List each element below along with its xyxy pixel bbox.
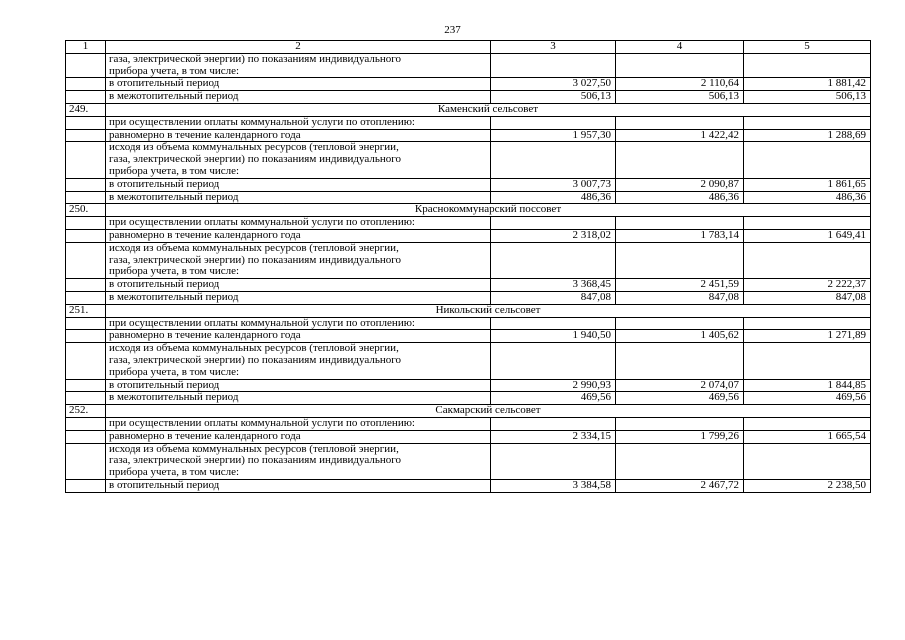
row-number-cell xyxy=(66,242,106,278)
value-cell: 1 405,62 xyxy=(616,330,744,343)
row-label: при осуществлении оплаты коммунальной услуги по отоплению: xyxy=(106,116,491,129)
row-label-line: прибора учета, в том числе: xyxy=(109,365,240,378)
value-cell: 847,08 xyxy=(491,291,616,304)
value-cell: 1 783,14 xyxy=(616,229,744,242)
row-label-line: газа, электрической энергии) по показаниям индивидуального xyxy=(109,353,401,366)
value-cell: 506,13 xyxy=(616,91,744,104)
value-cell: 1 844,85 xyxy=(744,379,871,392)
value-cell xyxy=(744,242,871,278)
row-label: в отопительный период xyxy=(106,78,491,91)
value-cell: 2 074,07 xyxy=(616,379,744,392)
value-cell: 2 467,72 xyxy=(616,479,744,492)
row-label-line: исходя из объема коммунальных ресурсов (тепловой энергии, xyxy=(109,342,399,355)
row-label-multiline xyxy=(106,142,491,178)
row-label: при осуществлении оплаты коммунальной услуги по отоплению: xyxy=(106,317,491,330)
table-row xyxy=(66,479,871,492)
row-number-cell xyxy=(66,78,106,91)
row-number-cell xyxy=(66,142,106,178)
value-cell: 1 881,42 xyxy=(744,78,871,91)
section-title: Каменский сельсовет xyxy=(106,103,871,116)
value-cell xyxy=(616,317,744,330)
table-row xyxy=(66,129,871,142)
table-row xyxy=(66,78,871,91)
row-number-cell xyxy=(66,178,106,191)
column-number: 5 xyxy=(744,41,871,54)
value-cell xyxy=(616,53,744,78)
row-label-line: газа, электрической энергии) по показаниям индивидуального xyxy=(109,53,401,65)
value-cell: 2 318,02 xyxy=(491,229,616,242)
row-number-cell xyxy=(66,279,106,292)
row-label: в отопительный период xyxy=(106,479,491,492)
row-label: в отопительный период xyxy=(106,178,491,191)
row-number-cell xyxy=(66,229,106,242)
row-number-cell xyxy=(66,330,106,343)
page-number: 237 xyxy=(444,24,461,36)
value-cell xyxy=(744,142,871,178)
row-label-line: исходя из объема коммунальных ресурсов (тепловой энергии, xyxy=(109,443,399,455)
value-cell: 2 334,15 xyxy=(491,430,616,443)
table-row xyxy=(66,91,871,104)
row-label: в межотопительный период xyxy=(106,91,491,104)
row-label-multiline xyxy=(106,242,491,278)
value-cell: 2 451,59 xyxy=(616,279,744,292)
row-number-cell xyxy=(66,116,106,129)
value-cell xyxy=(491,142,616,178)
table-row xyxy=(66,330,871,343)
row-label-line: исходя из объема коммунальных ресурсов (тепловой энергии, xyxy=(109,242,399,254)
tariff-table xyxy=(65,40,871,493)
row-number-cell xyxy=(66,392,106,405)
row-number-cell xyxy=(66,443,106,479)
table-row xyxy=(66,343,871,379)
value-cell: 469,56 xyxy=(616,392,744,405)
value-cell: 3 368,45 xyxy=(491,279,616,292)
row-label: в отопительный период xyxy=(106,279,491,292)
row-label: в межотопительный период xyxy=(106,191,491,204)
table-row xyxy=(66,430,871,443)
section-number: 252. xyxy=(66,405,106,418)
table-row xyxy=(66,142,871,178)
value-cell xyxy=(491,417,616,430)
table-row xyxy=(66,291,871,304)
row-number-cell xyxy=(66,129,106,142)
row-number-cell xyxy=(66,191,106,204)
row-label-multiline xyxy=(106,443,491,479)
value-cell xyxy=(744,343,871,379)
value-cell: 1 422,42 xyxy=(616,129,744,142)
row-label: при осуществлении оплаты коммунальной услуги по отоплению: xyxy=(106,217,491,230)
value-cell xyxy=(491,242,616,278)
column-number: 1 xyxy=(66,41,106,54)
table-row xyxy=(66,392,871,405)
value-cell xyxy=(616,443,744,479)
row-number-cell xyxy=(66,343,106,379)
section-row xyxy=(66,103,871,116)
section-title: Никольский сельсовет xyxy=(106,304,871,317)
value-cell xyxy=(491,116,616,129)
row-label-line: газа, электрической энергии) по показаниям индивидуального xyxy=(109,153,401,166)
row-label: при осуществлении оплаты коммунальной услуги по отоплению: xyxy=(106,417,491,430)
row-label: равномерно в течение календарного года xyxy=(106,129,491,142)
row-label: равномерно в течение календарного года xyxy=(106,330,491,343)
table-row xyxy=(66,217,871,230)
value-cell: 3 384,58 xyxy=(491,479,616,492)
row-number-cell xyxy=(66,430,106,443)
row-label-line: прибора учета, в том числе: xyxy=(109,164,240,177)
row-number-cell xyxy=(66,291,106,304)
section-row xyxy=(66,304,871,317)
value-cell: 486,36 xyxy=(491,191,616,204)
value-cell xyxy=(491,217,616,230)
value-cell: 486,36 xyxy=(616,191,744,204)
column-number: 3 xyxy=(491,41,616,54)
value-cell: 506,13 xyxy=(491,91,616,104)
value-cell: 3 027,50 xyxy=(491,78,616,91)
value-cell: 506,13 xyxy=(744,91,871,104)
value-cell: 1 957,30 xyxy=(491,129,616,142)
table-row xyxy=(66,379,871,392)
value-cell xyxy=(744,317,871,330)
row-label-multiline xyxy=(106,53,491,78)
value-cell: 1 271,89 xyxy=(744,330,871,343)
table-row xyxy=(66,317,871,330)
value-cell: 1 940,50 xyxy=(491,330,616,343)
value-cell xyxy=(744,417,871,430)
table-row xyxy=(66,443,871,479)
row-number-cell xyxy=(66,217,106,230)
row-label-line: исходя из объема коммунальных ресурсов (тепловой энергии, xyxy=(109,141,399,154)
value-cell: 3 007,73 xyxy=(491,178,616,191)
row-label-line: прибора учета, в том числе: xyxy=(109,466,240,479)
section-number: 250. xyxy=(66,204,106,217)
section-row xyxy=(66,405,871,418)
row-label: в межотопительный период xyxy=(106,392,491,405)
value-cell: 1 799,26 xyxy=(616,430,744,443)
row-number-cell xyxy=(66,317,106,330)
value-cell: 469,56 xyxy=(491,392,616,405)
table-body xyxy=(66,41,871,493)
row-number-cell xyxy=(66,91,106,104)
table-row xyxy=(66,116,871,129)
row-label-line: газа, электрической энергии) по показаниям индивидуального xyxy=(109,253,401,266)
row-label-line: прибора учета, в том числе: xyxy=(109,64,240,77)
table-row xyxy=(66,178,871,191)
row-label: в отопительный период xyxy=(106,379,491,392)
row-number-cell xyxy=(66,379,106,392)
section-number: 249. xyxy=(66,103,106,116)
value-cell: 2 110,64 xyxy=(616,78,744,91)
column-number: 4 xyxy=(616,41,744,54)
value-cell: 1 861,65 xyxy=(744,178,871,191)
section-title: Сакмарский сельсовет xyxy=(106,405,871,418)
value-cell xyxy=(616,417,744,430)
row-label-multiline xyxy=(106,343,491,379)
column-number: 2 xyxy=(106,41,491,54)
value-cell xyxy=(616,343,744,379)
value-cell: 2 990,93 xyxy=(491,379,616,392)
table-row xyxy=(66,279,871,292)
value-cell xyxy=(616,142,744,178)
value-cell: 1 288,69 xyxy=(744,129,871,142)
value-cell: 847,08 xyxy=(616,291,744,304)
value-cell: 2 238,50 xyxy=(744,479,871,492)
value-cell xyxy=(616,217,744,230)
value-cell: 486,36 xyxy=(744,191,871,204)
column-number-row xyxy=(66,41,871,54)
row-label-line: газа, электрической энергии) по показаниям индивидуального xyxy=(109,454,401,467)
value-cell: 2 090,87 xyxy=(616,178,744,191)
row-number-cell xyxy=(66,417,106,430)
value-cell: 2 222,37 xyxy=(744,279,871,292)
section-title: Краснокоммунарский поссовет xyxy=(106,204,871,217)
value-cell xyxy=(491,53,616,78)
row-label: равномерно в течение календарного года xyxy=(106,430,491,443)
table-row xyxy=(66,53,871,78)
value-cell xyxy=(616,242,744,278)
row-number-cell xyxy=(66,53,106,78)
value-cell: 1 649,41 xyxy=(744,229,871,242)
value-cell xyxy=(744,116,871,129)
section-row xyxy=(66,204,871,217)
row-label: в межотопительный период xyxy=(106,291,491,304)
table-row xyxy=(66,242,871,278)
value-cell xyxy=(491,317,616,330)
value-cell xyxy=(744,53,871,78)
value-cell: 469,56 xyxy=(744,392,871,405)
value-cell: 847,08 xyxy=(744,291,871,304)
row-number-cell xyxy=(66,479,106,492)
value-cell xyxy=(744,217,871,230)
row-label-line: прибора учета, в том числе: xyxy=(109,265,240,278)
table-row xyxy=(66,229,871,242)
row-label: равномерно в течение календарного года xyxy=(106,229,491,242)
table-row xyxy=(66,417,871,430)
value-cell xyxy=(616,116,744,129)
value-cell: 1 665,54 xyxy=(744,430,871,443)
value-cell xyxy=(491,443,616,479)
table-row xyxy=(66,191,871,204)
value-cell xyxy=(491,343,616,379)
value-cell xyxy=(744,443,871,479)
section-number: 251. xyxy=(66,304,106,317)
